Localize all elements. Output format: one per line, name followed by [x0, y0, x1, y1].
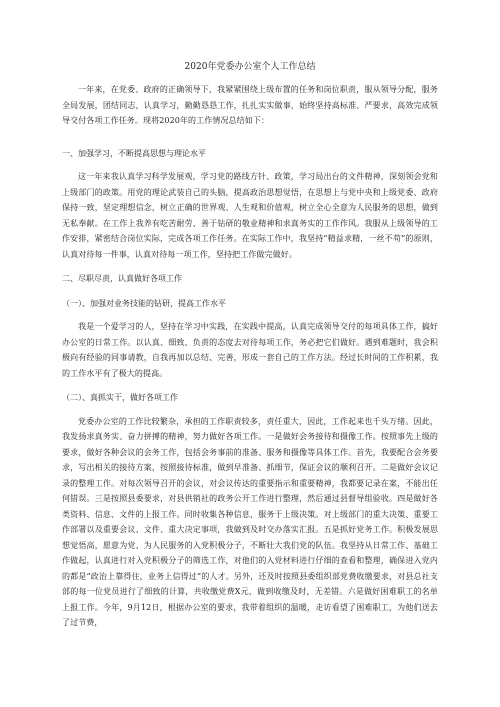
section-2-sub-1-heading: （一）、加强对业务技能的钻研，提高工作水平	[62, 298, 226, 308]
section-1-paragraph: 这一年来我认真学习科学发展观，学习党的路线方针、政策，学习局出台的文件精神，深刻领会党和上级部门的政策。用党的理论武装自己的头脑，提高政治思想觉悟，在思想上与党中央和上级党委、政府保持一致，坚定理想信念，树立正确的世界观、人生观和价值观，树立全心全意为人民服务的思想，做到无私奉献。在工作上我养有吃苦耐劳、善于钻研的敬业精神和求真务实的工作作风。我服从上级领导的工作安排，紧密结合岗位实际，完成各项工作任务。在实际工作中，我坚持“精益求精，一丝不苟”的原则，认真对待每一件事，认真对待每一项工作，坚持把工作做完做好。	[62, 172, 438, 259]
spacer	[62, 129, 438, 137]
document-title: 2020年党委办公室个人工作总结	[184, 62, 316, 72]
section-2-sub-2-paragraph: 党委办公室的工作比较繁杂，承担的工作职责较多，责任重大，因此，工作起来也千头万绪。因此，我发扬求真务实、奋力拼搏的精神，努力做好各项工作。一是做好会务接待和摄像工作。按照事先上级的要求，做好各种会议的会务工作，包括会务事前的准备、服务和摄像等具体工作。首先，我要配合会务要求，写出相关的接待方案，按照接待标准，做到早准备、抓细节，保证会议的顺利召开。二是做好会议记录的整理工作。对每次领导召开的会议，对会议传达的重要指示和重要精神，我都要记录在案，不能出任何错误。三是按照县委要求，对县供销社的政务公开工作进行整理，然后通过县督导组验收。四是做好各类资料、信息、文件的上报工作。同时收集各种信息，服务于上级决策。对上级部门的重大决策、重要工作部署以及重要会议、文件、重大决定事项，我做到及时交办落实汇报。五是抓好党务工作。积极发展思想觉悟高，愿意为党、为人民服务的入党积极分子，不断壮大我们党的队伍。我坚持从日常工作、基础工作做起，认真进行对入党积极分子的筛选工作，对他们的入党材料进行仔细的查看和整理，确保进入党内的都是“政治上靠得住，业务上信得过”的人才。另外，还及时按照县委组织部党费收缴要求，对县总社支部的每一位党员进行了细致的计算，共收缴党费X元，做到收缴及时，无差错。六是做好困难职工的名单上报工作。今年，9月12日，根据办公室的要求，我带着组织的温暖，走访看望了困难职工，为他们送去了过节费，	[62, 416, 438, 627]
section-2-heading: 二、尽职尽责，认真做好各项工作	[62, 274, 182, 283]
intro-paragraph: 一年来，在党委、政府的正确领导下，我紧紧围绕上级布置的任务和岗位职责，服从领导分配，服务全局发展，团结同志，认真学习，勤勤恳恳工作，扎扎实实做事，始终坚持高标准、严要求，高效完成领导交付各项工作任务。现将2020年的工作情况总结如下：	[62, 85, 438, 125]
section-1-heading: 一、加强学习，不断提高思想与理论水平	[62, 148, 206, 158]
section-2-sub-1-paragraph: 我是一个爱学习的人，坚持在学习中实践，在实践中提高，认真完成领导交付的每项具体工作，搞好办公室的日常工作。以认真、细致、负责的态度去对待每项工作，务必把它们做好。遇到难题时，我会积极向有经验的同事请教，自我再加以总结、完善，形成一套自己的工作方法。经过长时间的工作积累，我的工作水平有了极大的提高。	[62, 322, 438, 378]
document-page	[62, 60, 438, 631]
section-2-sub-2-heading: （二）、真抓实干，做好各项工作	[62, 393, 178, 402]
